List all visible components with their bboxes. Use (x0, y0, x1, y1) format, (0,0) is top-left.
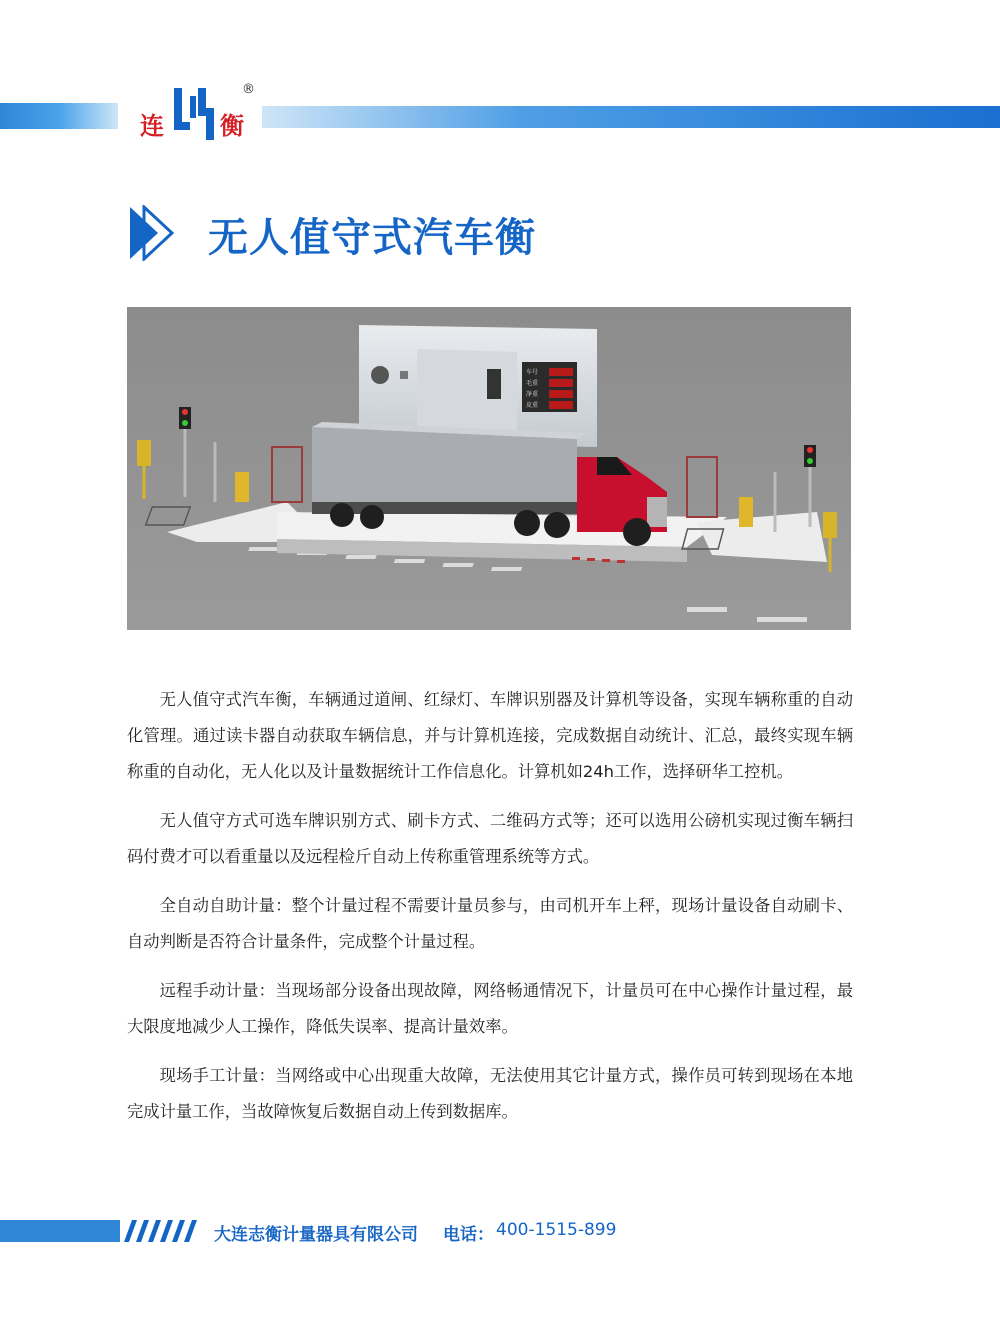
display-label-plate: 车号 (526, 369, 539, 376)
display-label-gross: 毛重 (526, 380, 539, 387)
header-bar-right (262, 106, 1000, 128)
paragraph-manual-metering: 现场手工计量：当网络或中心出现重大故障，无法使用其它计量方式，操作员可转到现场在本地完成计量工作，当故障恢复后数据自动上传到数据库。 (127, 1066, 853, 1121)
footer-phone-label: 电话： (443, 1225, 494, 1245)
paragraph-intro: 无人值守式汽车衡，车辆通过道闸、红绿灯、车牌识别器及计算机等设备，实现车辆称重的自动化管理。通过读卡器自动获取车辆信息，并与计算机连接，完成数据自动统计、汇总，最终实现车辆称重的自动化，无人化以及计量数据统计工作信息化。计算机如24h工作，选择研华工控机。 (127, 690, 853, 781)
paragraph-methods: 无人值守方式可选车牌识别方式、刷卡方式、二维码方式等；还可以选用公磅机实现过衡车辆扫码付费才可以看重量以及远程检斤自动上传称重管理系统等方式。 (127, 811, 853, 866)
body-text (127, 682, 853, 1143)
paragraph-remote-metering: 远程手动计量：当现场部分设备出现故障，网络畅通情况下，计量员可在中心操作计量过程，最大限度地减少人工操作，降低失误率、提高计量效率。 (127, 981, 853, 1036)
header-bar-left (0, 103, 118, 129)
registered-mark: ® (242, 82, 255, 97)
page-title: 无人值守式汽车衡 (208, 215, 536, 261)
footer-stripes (0, 1218, 200, 1244)
logo-mark-icon (170, 82, 216, 142)
footer-company: 大连志衡计量器具有限公司 (214, 1225, 418, 1245)
company-logo (140, 82, 260, 144)
footer-phone[interactable]: 400-1515-899 (496, 1220, 617, 1240)
logo-char-left: 连 (140, 112, 164, 140)
display-label-net: 净重 (526, 391, 539, 398)
paragraph-auto-metering: 全自动自助计量：整个计量过程不需要计量员参与，由司机开车上秤，现场计量设备自动刷卡、自动判断是否符合计量条件，完成整个计量过程。 (127, 896, 853, 951)
play-arrow-icon (128, 205, 188, 261)
logo-char-right: 衡 (220, 112, 244, 140)
weighbridge-illustration (127, 307, 851, 630)
display-label-tare: 皮重 (526, 402, 539, 409)
